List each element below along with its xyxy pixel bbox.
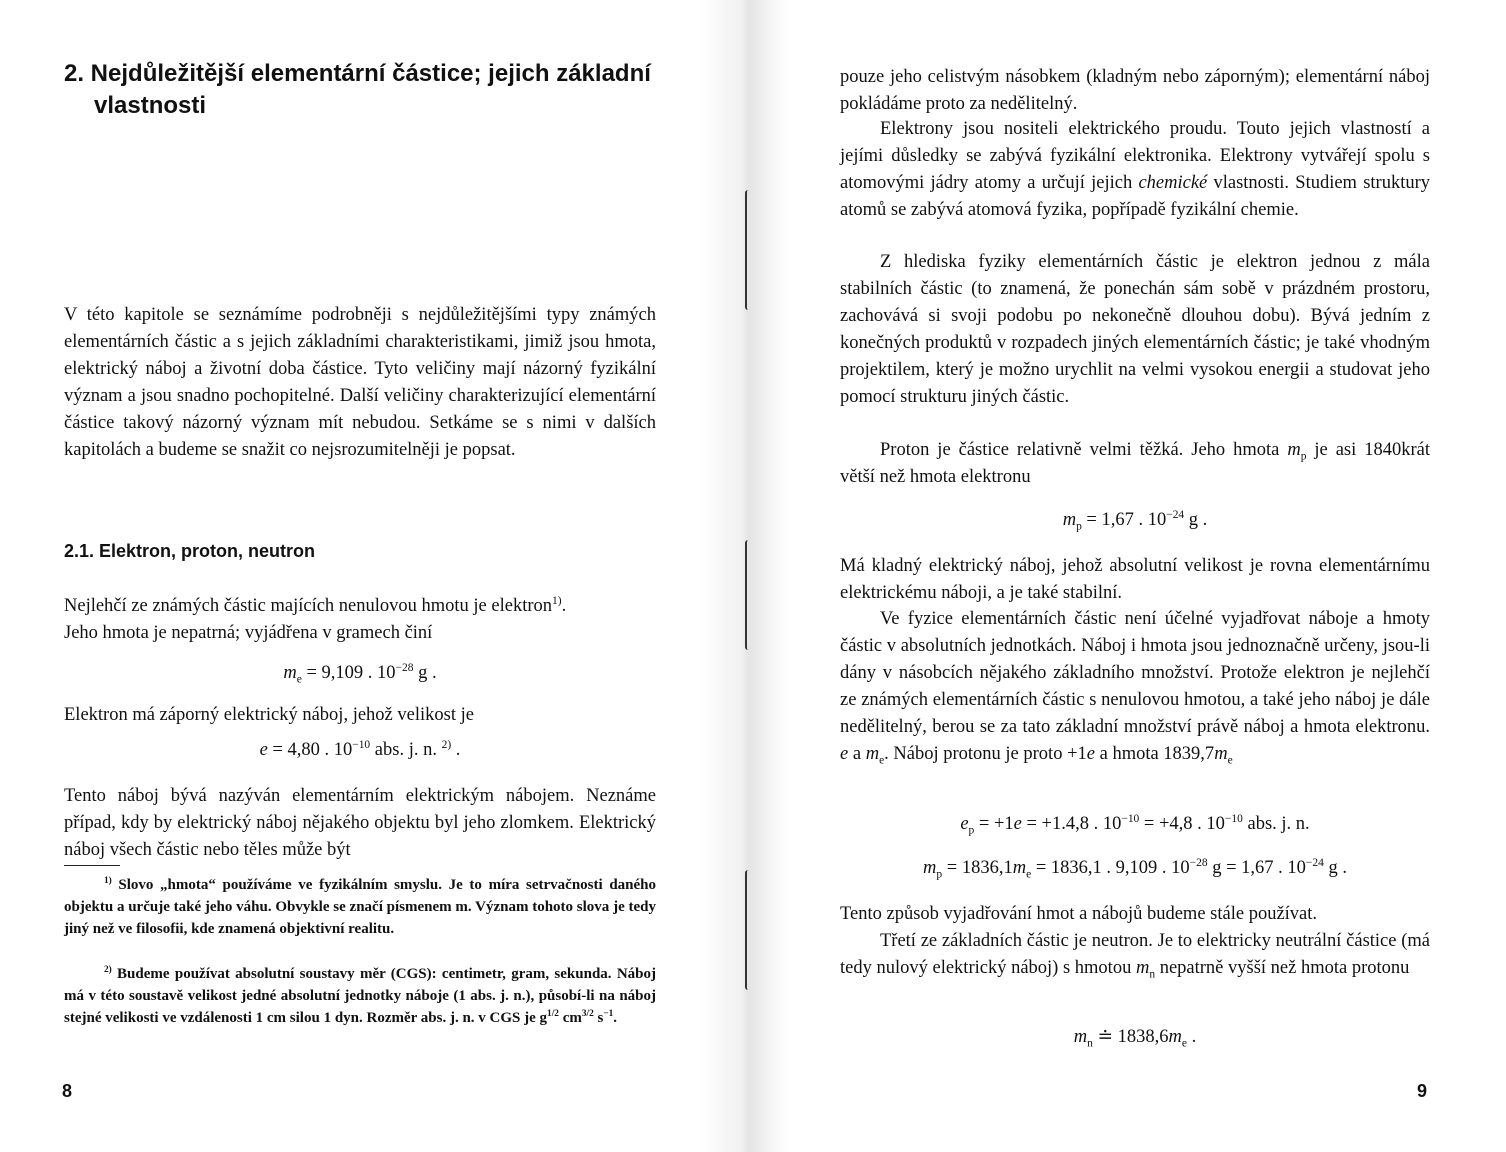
footnote-text: . (613, 1010, 618, 1026)
paragraph: pouze jeho celistvým násobkem (kladným nebo záporným); elementární náboj pokládáme proto za nedělitelný. (840, 67, 1430, 114)
formula-proton-mass-ratio (840, 858, 1430, 879)
chapter-heading: 2. Nejdůležitější elementární částice; jejich základní vlastnosti (64, 60, 651, 119)
formula-text: = +1.4,8 . 10 (1021, 814, 1122, 834)
subscript: p (1076, 520, 1082, 533)
footnote-text: s (593, 1010, 604, 1026)
formula-neutron-mass (840, 1026, 1430, 1048)
footnote-ref: 2) (441, 738, 452, 751)
intro-paragraph: V této kapitole se seznámíme podrobněji s nejdůležitějšími typy známých elementárních částic a s jejich základními charakteristikami, jimiž jsou hmota, elektrický náboj a životní doba částice. Tyto veličiny mají názorný fyzikální význam a jsou snadno pochopitelné. Další veličiny charakterizující elementární částice takový názorný význam mít nebudou. Setkáme se s nimi v dalších kapitolách a budeme se snažit co nejsrozumitelněji je popsat. (64, 305, 656, 460)
exponent: −10 (1224, 812, 1243, 825)
paragraph-text: Jeho hmota je nepatrná; vyjádřena v gramech činí (64, 623, 433, 643)
formula-text: . (451, 740, 461, 760)
formula-text: . (1186, 1027, 1197, 1047)
formula-text: g . (413, 663, 437, 683)
symbol: m (1012, 858, 1027, 878)
subscript: e (879, 754, 885, 767)
binding-stitch (745, 870, 753, 990)
paragraph (840, 928, 1430, 982)
right-page (790, 0, 1506, 1152)
exponent: −1 (603, 1009, 614, 1019)
paragraph-text: Ve fyzice elementárních částic není účelné vyjadřovat náboje a hmoty částic v absolutních jednotkách. Náboj i hmota jsou jednoznačně určeny, jsou-li dány v násobcích nějakého základního množství. Protože elektron je nejlehčí ze známých elementárních částic s nenulovou hmotou, a také jeho náboj je dále nedělitelný, berou se za tato základní množství právě náboj a hmota elektronu. (840, 609, 1430, 737)
footnote-text: Budeme používat absolutní soustavy měr (CGS): centimetr, gram, sekunda. Náboj má v této soustavě velikost jedné absolutní jednotky náboje (1 abs. j. n.), působí-li na náboj stejné velikosti ve vzdálenosti 1 cm silou 1 dyn. Rozměr abs. j. n. v CGS je g (64, 966, 656, 1026)
subscript: p (1300, 450, 1307, 463)
formula-proton-charge (840, 814, 1430, 835)
left-page (0, 0, 700, 1152)
symbol: e (960, 814, 969, 834)
paragraph-text: . (561, 596, 567, 616)
paragraph-text: a hmota 1839,7 (1094, 744, 1215, 764)
subscript: e (296, 673, 302, 686)
subscript: p (936, 868, 943, 881)
paragraph-text: Elektrony jsou nositeli elektrického proudu. Touto jejich vlastností a jejími důsledky se zabývá fyzikální elektronika. Elektrony vytvářejí spolu s atomovými jádry atomy a určují jejich (840, 119, 1430, 193)
symbol: m (283, 663, 297, 683)
exponent: −28 (1189, 856, 1208, 869)
symbol: e (259, 740, 268, 760)
subscript: p (968, 824, 975, 837)
paragraph (840, 116, 1430, 224)
formula-text: = 4,80 . 10 (267, 740, 353, 760)
formula-text: g = 1,67 . 10 (1207, 858, 1306, 878)
page-number: 9 (1417, 1081, 1428, 1101)
symbol: m (1287, 440, 1301, 460)
exponent: −24 (1305, 856, 1324, 869)
footnote-text: cm (558, 1010, 582, 1026)
symbol: e (840, 744, 849, 764)
exponent: −28 (395, 661, 414, 674)
paragraph-text: . Náboj protonu je proto +1 (884, 744, 1087, 764)
paragraph: Tento náboj bývá nazýván elementárním elektrickým nábojem. Neznáme případ, kdy by elektrický náboj nějakého objektu byl jeho zlomkem. Elektrický náboj všech částic nebo těles může být (64, 786, 656, 860)
footnote-1 (64, 874, 656, 940)
symbol: e (1013, 814, 1022, 834)
footnote-mark: 2) (104, 965, 112, 975)
paragraph-text: vlastnosti. Studiem struktury atomů se zabývá atomová fyzika, popřípadě fyzikální chemie. (840, 173, 1430, 220)
paragraph-text: je asi 1840krát větší než hmota elektronu (840, 440, 1430, 487)
binding-stitch (745, 190, 753, 310)
formula-text: = +4,8 . 10 (1139, 814, 1225, 834)
subscript: n (1149, 968, 1156, 981)
paragraph-text: nepatrně vyšší než hmota protonu (1155, 958, 1410, 978)
symbol: m (1135, 958, 1150, 978)
paragraph-text: Proton je částice relativně velmi těžká. Jeho hmota (880, 440, 1288, 460)
formula-text: abs. j. n. (370, 740, 442, 760)
paragraph (840, 606, 1430, 768)
subscript: e (1181, 1037, 1187, 1050)
formula-text: = 9,109 . 10 (301, 663, 396, 683)
paragraph: Má kladný elektrický náboj, jehož absolutní velikost je rovna elementárnímu elektrickému náboji, a je také stabilní. (840, 556, 1430, 603)
exponent: 1/2 (547, 1009, 559, 1019)
formula-text: abs. j. n. (1242, 814, 1310, 834)
symbol: m (865, 744, 880, 764)
paragraph-text: Nejlehčí ze známých částic majících nenulovou hmotu je elektron (64, 596, 553, 616)
exponent: 3/2 (581, 1009, 594, 1019)
paragraph-text: Třetí ze základních částic je neutron. Je to elektricky neutrální částice (má tedy nulový elektrický náboj) s hmotou (840, 931, 1430, 978)
symbol: m (1073, 1027, 1088, 1047)
formula-text: = 1836,1 (942, 858, 1013, 878)
formula-text: g . (1323, 858, 1347, 878)
subscript: n (1087, 1037, 1093, 1050)
paragraph (840, 437, 1430, 491)
formula-text: g . (1184, 510, 1208, 530)
formula-electron-mass (64, 663, 656, 684)
formula-proton-mass (840, 510, 1430, 531)
footnote-2 (64, 963, 656, 1029)
exponent: −10 (352, 738, 371, 751)
footnote-text: Slovo „hmota“ používáme ve fyzikálním smyslu. Je to míra setrvačnosti daného objektu a určuje také jeho váhu. Obvykle se značí písmenem m. Význam tohoto slova je tedy jiný než ve filosofii, kde znamená objektivní realitu. (64, 877, 656, 937)
exponent: −24 (1166, 508, 1185, 521)
symbol: m (1214, 744, 1228, 764)
footnote-mark: 1) (104, 876, 112, 886)
subscript: e (1026, 868, 1032, 881)
exponent: −10 (1121, 812, 1140, 825)
formula-electron-charge (64, 740, 656, 761)
symbol: m (1062, 510, 1077, 530)
footnote-rule (64, 865, 120, 866)
paragraph: Tento způsob vyjadřování hmot a nábojů budeme stále používat. (840, 904, 1318, 924)
section-heading: 2.1. Elektron, proton, neutron (64, 541, 316, 561)
formula-text: = 1836,1 . 9,109 . 10 (1031, 858, 1190, 878)
symbol: e (1086, 744, 1095, 764)
italic-text: chemické (1138, 173, 1208, 193)
paragraph-text: a (848, 744, 866, 764)
page-number: 8 (62, 1081, 73, 1101)
subscript: e (1227, 754, 1233, 767)
formula-text: ≐ 1838,6 (1092, 1027, 1169, 1047)
paragraph (64, 593, 656, 647)
symbol: m (923, 858, 937, 878)
footnote-ref: 1) (552, 594, 562, 607)
paragraph: Z hlediska fyziky elementárních částic je elektron jednou z mála stabilních částic (to znamená, že ponechán sám sobě v prázdném prostoru, zachovává si svoji podobu po nekonečně dlouhou dobu). Bývá jedním z konečných produktů v rozpadech jiných elementárních částic; je také vhodným projektilem, který je možno urychlit na velmi vysokou energii a studovat jeho pomocí strukturu jiných částic. (840, 252, 1430, 407)
formula-text: = 1,67 . 10 (1081, 510, 1167, 530)
binding-stitch (745, 540, 753, 650)
symbol: m (1168, 1027, 1182, 1047)
formula-text: = +1 (974, 814, 1014, 834)
paragraph: Elektron má záporný elektrický náboj, jehož velikost je (64, 705, 474, 725)
